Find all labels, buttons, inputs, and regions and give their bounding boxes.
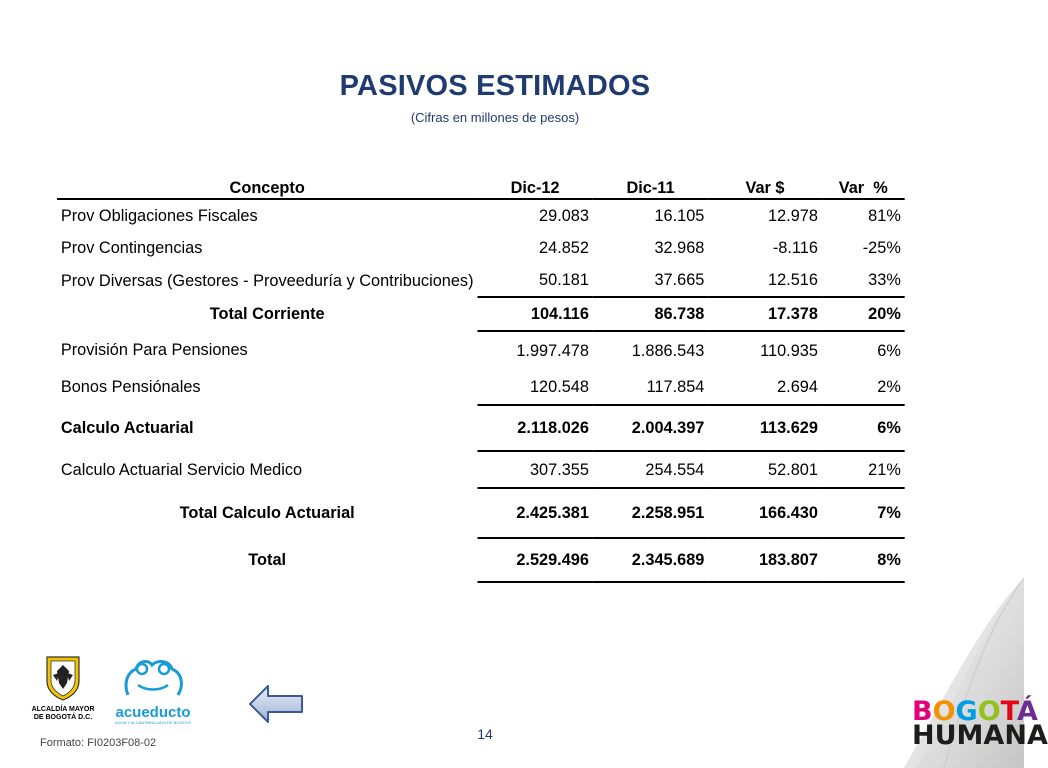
cell-concepto: Provisión Para Pensiones [60,340,248,359]
alcaldia-logo [28,655,98,722]
page-number: 14 [477,726,493,742]
cell-dic12: 2.425.381 [477,488,592,538]
cell-pct: 21% [822,451,905,488]
cell-var: -8.116 [772,238,818,257]
cell-var: 17.378 [708,297,822,331]
cell-concepto: Bonos Pensiónales [60,377,201,396]
cell-dic12: 2.529.496 [477,538,592,582]
table-row [57,369,905,405]
cell-dic11: 16.105 [654,206,705,225]
cell-concepto: Total Corriente [209,304,325,323]
table-row-total [57,538,905,582]
cell-dic12: 120.548 [477,369,592,405]
cell-pct: 6% [877,340,901,360]
humana-text: HUMANA [912,720,1048,751]
page-title: PASIVOS ESTIMADOS [339,70,651,102]
acueducto-subtitle: AGUA Y ALCANTARILLADO DE BOGOTÁ [115,720,191,725]
header-var-pesos: Var $ [708,171,822,199]
acueducto-logo [108,655,198,725]
cell-var: 110.935 [760,340,818,360]
cell-dic11: 32.968 [654,238,705,257]
cell-pct: 7% [822,488,905,538]
table-row-total-calculo-actuarial [57,488,905,538]
cell-dic12: 24.852 [539,238,589,257]
table-row-total-corriente [57,297,905,331]
cell-dic12: 2.118.026 [477,405,592,451]
cell-dic12: 307.355 [477,451,592,488]
table-row [57,331,905,369]
pasivos-table [57,171,905,583]
page-subtitle: (Cifras en millones de pesos) [410,110,580,125]
cell-var: 166.430 [708,488,822,538]
cell-dic11: 2.345.689 [593,538,708,582]
cell-pct: 6% [822,405,905,451]
cell-dic12: 104.116 [477,297,592,331]
cell-var: 113.629 [708,405,822,451]
cell-var: 2.694 [708,369,822,405]
cell-var: 52.801 [708,451,822,488]
cell-pct: 2% [822,369,905,405]
cell-dic11: 86.738 [593,297,708,331]
bogota-text: BOGOTÁ [912,696,1038,727]
cell-var: 12.978 [768,206,818,225]
cell-concepto: Prov Contingencias [60,238,203,257]
table-row [57,232,905,264]
header-dic12: Dic-12 [477,171,592,199]
alcaldia-line-1: ALCALDÍA MAYOR [31,706,95,713]
cell-concepto: Prov Obligaciones Fiscales [60,206,258,225]
cell-concepto: Total [248,550,287,569]
coat-of-arms-icon [43,655,83,701]
cell-pct: -25% [862,238,901,257]
cell-pct: 81% [868,206,901,225]
table-row [57,451,905,488]
cell-pct: 8% [822,538,905,582]
cell-dic11: 2.004.397 [593,405,708,451]
cell-dic11: 1.886.543 [631,340,705,360]
cell-dic11: 117.854 [593,369,708,405]
cell-var: 12.516 [768,270,818,289]
cell-concepto: Calculo Actuarial Servicio Medico [60,459,303,479]
header-concepto: Concepto [57,171,477,199]
header-var-pct: Var % [822,171,905,199]
cell-var: 183.807 [708,538,822,582]
frog-icon [118,655,188,701]
cell-pct: 33% [868,270,901,289]
table-header-row [57,171,905,199]
table-row [57,199,905,232]
cell-concepto: Calculo Actuarial [60,418,194,437]
bogota-humana-logo [912,696,1048,751]
table-row [57,264,905,297]
formato-code: Formato: FI0203F08-02 [40,737,157,749]
cell-dic11: 254.554 [593,451,708,488]
acueducto-wordmark: acueducto [115,704,191,721]
cell-dic11: 37.665 [654,270,705,289]
cell-pct: 20% [822,297,905,331]
humana-wordmark [912,720,1048,751]
cell-concepto: Total Calculo Actuarial [179,503,355,522]
header-dic11: Dic-11 [593,171,708,199]
left-arrow-icon[interactable] [248,684,304,724]
cell-dic12: 50.181 [539,270,589,289]
cell-dic12: 1.997.478 [516,340,589,360]
cell-dic12: 29.083 [539,206,589,225]
table-row-calculo-actuarial [57,405,905,451]
cell-dic11: 2.258.951 [593,488,708,538]
cell-concepto: Prov Diversas (Gestores - Proveeduría y Contribuciones) [60,270,474,290]
alcaldia-line-2: DE BOGOTÁ D.C. [33,714,93,721]
